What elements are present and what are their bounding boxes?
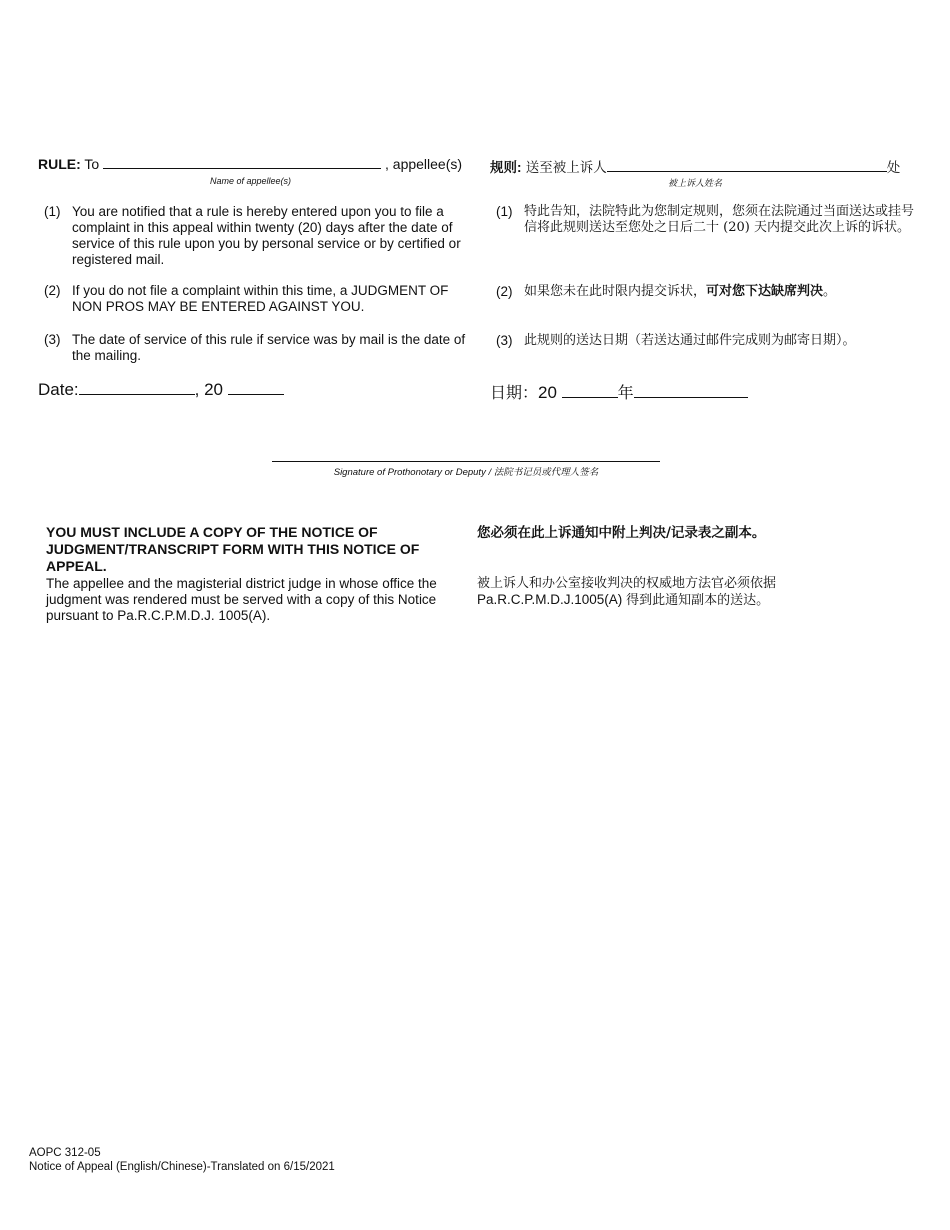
rule-to: To	[84, 156, 100, 172]
rule-item-1-zh	[490, 204, 922, 258]
date-year-field[interactable]	[228, 380, 284, 395]
item-text-end: 。	[823, 284, 837, 299]
item-number: (2)	[44, 283, 61, 298]
item-number: (1)	[496, 204, 513, 219]
item-text-plain: 如果您未在此时限内提交诉状，	[524, 284, 707, 299]
item-number: (2)	[496, 284, 513, 299]
item-text-bold: 可对您下达缺席判决	[706, 284, 824, 299]
date-year-zh: 20	[538, 383, 557, 402]
rule-suffix-zh: 处	[886, 160, 901, 176]
rule-item-2-en	[38, 283, 470, 317]
rule-label-zh: 规则:	[490, 160, 522, 175]
date-month-day-field[interactable]	[79, 380, 195, 395]
date-line-zh	[490, 380, 748, 403]
form-title: Notice of Appeal (English/Chinese)-Translated on 6/15/2021	[29, 1161, 335, 1173]
item-text: 此规则的送达日期（若送达通过邮件完成则为邮寄日期）。	[524, 333, 856, 348]
service-line-2-text-zh: 得到此通知副本的送达。	[626, 593, 770, 608]
rule-line-zh	[490, 156, 900, 176]
item-text: The date of service of this rule if service was by mail is the date of the mailing.	[72, 332, 466, 363]
must-include-heading-en: YOU MUST INCLUDE A COPY OF THE NOTICE OF JUDGMENT/TRANSCRIPT FORM WITH THIS NOTICE OF APPEAL.	[46, 524, 420, 574]
item-number: (3)	[496, 333, 513, 348]
service-line-1-zh: 被上诉人和办公室接收判决的权威地方法官必须依据	[477, 576, 777, 591]
date-line-en	[38, 380, 284, 400]
date-year-suffix-zh: 年	[617, 383, 634, 402]
footer	[29, 1146, 335, 1174]
item-text: You are notified that a rule is hereby entered upon you to file a complaint in this appeal within twenty (20) days after the date of service of this rule upon you by personal service or by certified or registered mail.	[72, 204, 461, 267]
item-text: If you do not file a complaint within this time, a JUDGMENT OF NON PROS MAY BE ENTERED AGAINST YOU.	[72, 283, 449, 314]
rule-item-3-en	[38, 332, 470, 366]
rule-line-en	[38, 156, 462, 172]
signature-caption	[272, 464, 660, 478]
signature-line[interactable]	[272, 461, 660, 462]
item-text	[524, 284, 922, 300]
service-text-en: The appellee and the magisterial district judge in whose office the judgment was rendered must be served with a copy of this Notice pursuant to Pa.R.C.P.M.D.J. 1005(A).	[46, 576, 437, 623]
rule-to-zh: 送至被上诉人	[525, 160, 607, 176]
date-month-day-field-zh[interactable]	[634, 383, 748, 398]
item-number: (1)	[44, 204, 61, 219]
service-line-2-zh	[477, 592, 917, 609]
service-text-zh	[477, 576, 917, 609]
signature-caption-zh: 法院书记员或代理人签名	[493, 467, 599, 478]
name-caption-zh: 被上诉人姓名	[668, 179, 723, 189]
service-rule-zh: Pa.R.C.P.M.D.J.1005(A)	[477, 592, 623, 607]
date-year-field-zh[interactable]	[562, 383, 618, 398]
must-include-heading-zh: 您必须在此上诉通知中附上判决/记录表之副本。	[477, 525, 766, 541]
rule-suffix: , appellee(s)	[385, 156, 463, 172]
appellee-name-field-zh[interactable]	[607, 160, 887, 172]
signature-caption-en: Signature of Prothonotary or Deputy /	[333, 467, 492, 478]
rule-label: RULE:	[38, 156, 81, 172]
date-label-zh: 日期：	[490, 383, 539, 402]
date-year-prefix: , 20	[194, 380, 223, 399]
rule-item-2-zh	[490, 284, 922, 302]
form-number: AOPC 312-05	[29, 1147, 101, 1159]
item-number: (3)	[44, 332, 61, 347]
appellee-name-field[interactable]	[103, 157, 381, 169]
rule-item-1-en	[38, 204, 470, 270]
date-label: Date:	[38, 380, 79, 399]
item-text: 特此告知，法院特此为您制定规则，您须在法院通过当面送达或挂号信将此规则送达至您处之日后二十 (20) 天内提交此次上诉的诉状。	[524, 204, 915, 235]
rule-item-3-zh	[490, 333, 922, 351]
name-caption-en: Name of appellee(s)	[210, 176, 292, 186]
